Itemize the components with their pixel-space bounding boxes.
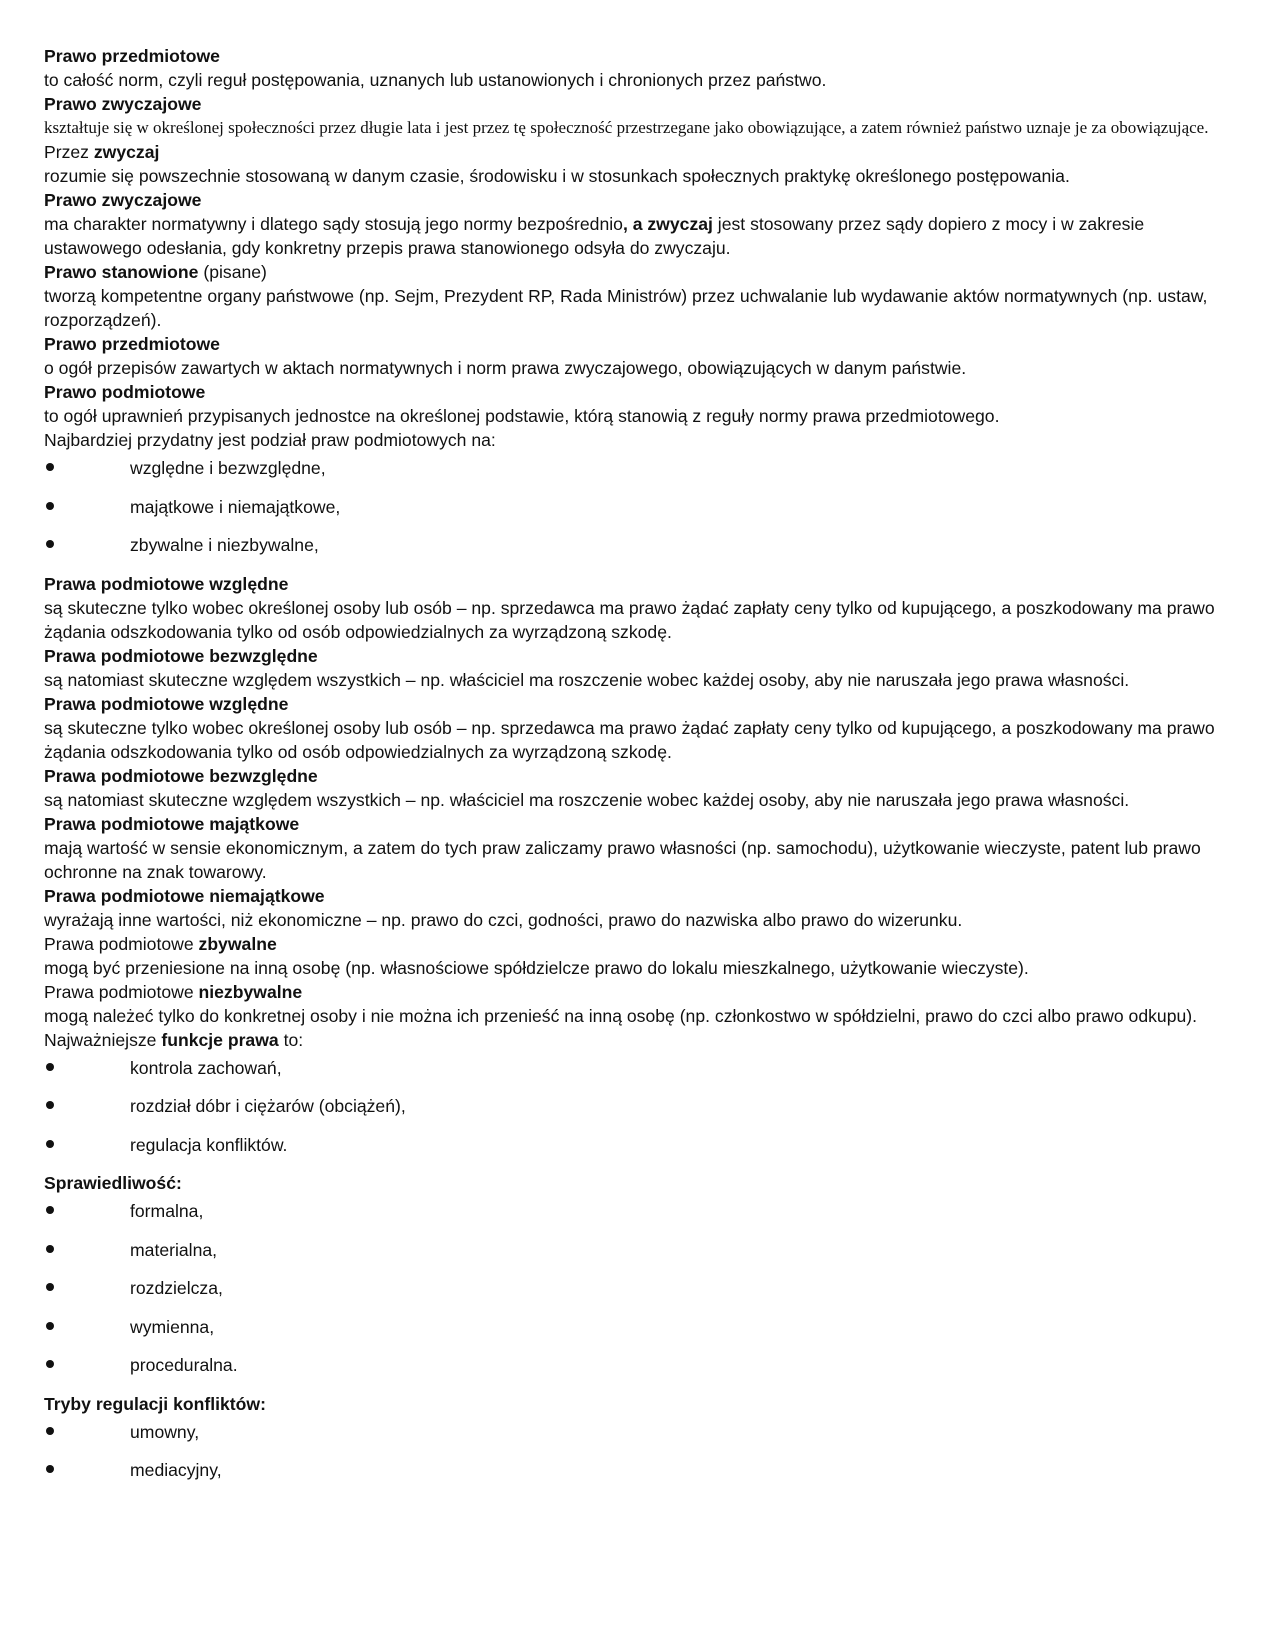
paragraph: mają wartość w sensie ekonomicznym, a zatem do tych praw zaliczamy prawo własności (np. samochodu), użytkowanie wieczyste, patent lub prawo ochronne na znak towarowy.	[44, 837, 1201, 882]
section-heading: Prawo zwyczajowe	[44, 94, 202, 114]
text-run: jest stosowany przez sądy dopiero z mocy i w zakresie ustawowego odesłania, gdy konkretny przepis prawa stanowionego odsyła do zwyczaju.	[44, 214, 1145, 258]
list-item	[44, 1458, 1224, 1497]
bullet-icon	[46, 1283, 54, 1291]
paragraph: to całość norm, czyli reguł postępowania, uznanych lub ustanowionych i chronionych przez państwo.	[44, 70, 827, 90]
section-heading: Prawa podmiotowe bezwzględne	[44, 765, 318, 786]
list-item	[44, 1056, 1224, 1095]
bold-term: funkcje prawa	[161, 1029, 279, 1050]
text-run: Prawa podmiotowe	[44, 933, 199, 954]
list-item	[44, 533, 1224, 572]
paragraph: o ogół przepisów zawartych w aktach normatywnych i norm prawa zwyczajowego, obowiązujących w danym państwie.	[44, 358, 967, 378]
mixed-paragraph	[44, 1028, 1224, 1052]
list-item	[44, 456, 1224, 495]
document-page	[44, 44, 1224, 1497]
text-run: to:	[278, 1029, 304, 1050]
list-item	[44, 1094, 1224, 1133]
mixed-paragraph	[44, 140, 1224, 164]
text-run: Najważniejsze	[44, 1029, 162, 1050]
text-run: ma charakter normatywny i dlatego sądy stosują jego normy bezpośrednio	[44, 214, 623, 234]
text-run: Prawa podmiotowe	[44, 981, 199, 1002]
section-heading: Prawa podmiotowe bezwzględne	[44, 645, 318, 666]
paragraph: wyrażają inne wartości, niż ekonomiczne – np. prawo do czci, godności, prawo do nazwiska albo prawo do wizerunku.	[44, 909, 963, 930]
list-item-text: formalna,	[130, 1201, 204, 1221]
text-run: Przez	[44, 142, 94, 162]
bullet-list	[44, 1056, 1224, 1172]
list-item-text: mediacyjny,	[130, 1460, 222, 1480]
list-item-text: rozdział dóbr i ciężarów (obciążeń),	[130, 1096, 406, 1116]
bullet-icon	[46, 1245, 54, 1253]
list-item	[44, 1420, 1224, 1459]
paragraph: kształtuje się w określonej społeczności przez długie lata i jest przez tę społeczność przestrzegane jako obowiązujące, a zatem również państwo uznaje je za obowiązujące.	[44, 118, 1209, 137]
bullet-icon	[46, 502, 54, 510]
bullet-icon	[46, 1322, 54, 1330]
bullet-icon	[46, 1063, 54, 1071]
paragraph: tworzą kompetentne organy państwowe (np. Sejm, Prezydent RP, Rada Ministrów) przez uchwalanie lub wydawanie aktów normatywnych (np. ustaw, rozporządzeń).	[44, 286, 1208, 330]
section-heading: Sprawiedliwość:	[44, 1173, 182, 1193]
list-item	[44, 1353, 1224, 1392]
section-heading: Tryby regulacji konfliktów:	[44, 1393, 266, 1414]
section-heading: Prawa podmiotowe względne	[44, 693, 289, 714]
bold-term: , a zwyczaj	[622, 214, 713, 234]
paragraph: są skuteczne tylko wobec określonej osoby lub osób – np. sprzedawca ma prawo żądać zapłaty ceny tylko od kupującego, a poszkodowany ma prawo żądania odszkodowania tylko od osób odpowiedzialnych za wyrządzoną szkodę.	[44, 597, 1215, 642]
bullet-icon	[46, 1140, 54, 1148]
bullet-icon	[46, 1206, 54, 1214]
section-heading: Prawa podmiotowe majątkowe	[44, 813, 300, 834]
list-item-text: zbywalne i niezbywalne,	[130, 535, 319, 555]
list-item	[44, 495, 1224, 534]
section-heading: Prawo zwyczajowe	[44, 190, 202, 210]
bullet-icon	[46, 463, 54, 471]
mixed-paragraph	[44, 212, 1224, 260]
list-item-text: regulacja konfliktów.	[130, 1134, 288, 1155]
paragraph: Najbardziej przydatny jest podział praw podmiotowych na:	[44, 430, 496, 450]
list-item-text: majątkowe i niemajątkowe,	[130, 496, 341, 517]
bold-term: zbywalne	[198, 933, 277, 954]
bullet-icon	[46, 540, 54, 548]
paragraph: mogą należeć tylko do konkretnej osoby i nie można ich przenieść na inną osobę (np. członkostwo w spółdzielni, prawo do czci albo prawo odkupu).	[44, 1005, 1198, 1026]
list-item-text: względne i bezwzględne,	[130, 458, 326, 478]
bullet-list	[44, 1420, 1224, 1497]
mixed-paragraph	[44, 980, 1224, 1004]
section-heading: Prawo przedmiotowe	[44, 46, 220, 66]
bullet-icon	[46, 1427, 54, 1435]
bullet-list	[44, 456, 1224, 572]
list-item-text: materialna,	[130, 1239, 218, 1260]
list-item-text: rozdzielcza,	[130, 1278, 223, 1298]
bullet-icon	[46, 1360, 54, 1368]
bullet-icon	[46, 1101, 54, 1109]
list-item-text: kontrola zachowań,	[130, 1057, 282, 1078]
bullet-list	[44, 1199, 1224, 1392]
section-heading: Prawa podmiotowe niemajątkowe	[44, 885, 325, 906]
list-item-text: wymienna,	[130, 1316, 215, 1337]
paragraph: to ogół uprawnień przypisanych jednostce na określonej podstawie, którą stanowią z reguły normy prawa przedmiotowego.	[44, 406, 1000, 426]
paragraph: mogą być przeniesione na inną osobę (np. własnościowe spółdzielcze prawo do lokalu mieszkalnego, użytkowanie wieczyste).	[44, 957, 1029, 978]
section-heading: Prawo podmiotowe	[44, 382, 206, 402]
paragraph: są natomiast skuteczne względem wszystkich – np. właściciel ma roszczenie wobec każdej osoby, aby nie naruszała jego prawa własności.	[44, 789, 1130, 810]
list-item-text: umowny,	[130, 1421, 200, 1442]
bold-term: Prawo stanowione	[44, 262, 199, 282]
bold-term: zwyczaj	[93, 142, 160, 162]
paragraph: są skuteczne tylko wobec określonej osoby lub osób – np. sprzedawca ma prawo żądać zapłaty ceny tylko od kupującego, a poszkodowany ma prawo żądania odszkodowania tylko od osób odpowiedzialnych za wyrządzoną szkodę.	[44, 717, 1215, 762]
bold-term: niezbywalne	[198, 981, 303, 1002]
list-item	[44, 1133, 1224, 1172]
bullet-icon	[46, 1465, 54, 1473]
text-run: (pisane)	[198, 262, 267, 282]
paragraph: rozumie się powszechnie stosowaną w danym czasie, środowisku i w stosunkach społecznych praktykę określonego postępowania.	[44, 166, 1070, 186]
section-heading: Prawa podmiotowe względne	[44, 573, 289, 594]
mixed-paragraph	[44, 260, 1224, 284]
section-heading: Prawo przedmiotowe	[44, 334, 220, 354]
list-item	[44, 1315, 1224, 1354]
list-item	[44, 1199, 1224, 1238]
list-item	[44, 1238, 1224, 1277]
mixed-paragraph	[44, 932, 1224, 956]
list-item-text: proceduralna.	[130, 1355, 238, 1375]
list-item	[44, 1276, 1224, 1315]
paragraph: są natomiast skuteczne względem wszystkich – np. właściciel ma roszczenie wobec każdej osoby, aby nie naruszała jego prawa własności.	[44, 669, 1130, 690]
